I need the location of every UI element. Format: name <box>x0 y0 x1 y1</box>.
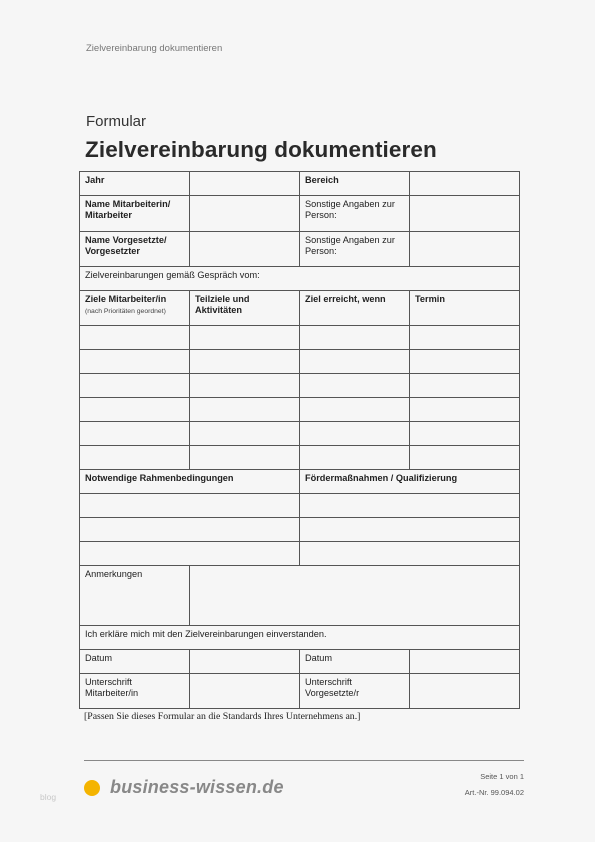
achieved-cell[interactable] <box>300 326 410 350</box>
goal-cell[interactable] <box>80 446 190 470</box>
field-employee-other[interactable] <box>410 196 520 232</box>
goal-cell[interactable] <box>80 326 190 350</box>
table-row <box>80 398 520 422</box>
measures-cell[interactable] <box>300 542 520 566</box>
framework-cell[interactable] <box>80 542 300 566</box>
field-supervisor-other[interactable] <box>410 232 520 267</box>
framework-cell[interactable] <box>80 518 300 542</box>
deadline-cell[interactable] <box>410 374 520 398</box>
subgoal-cell[interactable] <box>190 350 300 374</box>
field-date-supervisor[interactable] <box>410 650 520 674</box>
goal-cell[interactable] <box>80 350 190 374</box>
table-row <box>80 374 520 398</box>
header-framework-conditions: Notwendige Rahmenbedingungen <box>80 470 300 494</box>
brand-logo: business-wissen.de <box>110 777 284 797</box>
field-employee-name[interactable] <box>190 196 300 232</box>
field-signature-employee[interactable] <box>190 674 300 709</box>
framework-cell[interactable] <box>80 494 300 518</box>
field-signature-supervisor[interactable] <box>410 674 520 709</box>
col-header-subgoals: Teilziele und Aktivitäten <box>190 291 300 326</box>
col-header-achieved: Ziel erreicht, wenn <box>300 291 410 326</box>
article-number: Art.-Nr. 99.094.02 <box>464 788 524 797</box>
label-supervisor-name: Name Vorgesetzte/ Vorgesetzter <box>80 232 190 267</box>
consent-statement: Ich erkläre mich mit den Zielvereinbarungen einverstanden. <box>80 626 520 650</box>
label-signature-supervisor: Unterschrift Vorgesetzte/r <box>300 674 410 709</box>
achieved-cell[interactable] <box>300 446 410 470</box>
goal-cell[interactable] <box>80 398 190 422</box>
table-row <box>80 542 520 566</box>
running-header: Zielvereinbarung dokumentieren <box>86 43 223 54</box>
label-department: Bereich <box>300 172 410 196</box>
goal-cell[interactable] <box>80 374 190 398</box>
table-row <box>80 350 520 374</box>
field-supervisor-name[interactable] <box>190 232 300 267</box>
deadline-cell[interactable] <box>410 326 520 350</box>
deadline-cell[interactable] <box>410 422 520 446</box>
watermark: blog <box>40 792 57 802</box>
meeting-date-line[interactable]: Zielvereinbarungen gemäß Gespräch vom: <box>80 267 520 291</box>
field-department[interactable] <box>410 172 520 196</box>
subgoal-cell[interactable] <box>190 374 300 398</box>
subgoal-cell[interactable] <box>190 422 300 446</box>
deadline-cell[interactable] <box>410 446 520 470</box>
field-year[interactable] <box>190 172 300 196</box>
table-row <box>80 518 520 542</box>
adapt-note: [Passen Sie dieses Formular an die Standards Ihres Unternehmens an.] <box>84 711 361 722</box>
header-development-measures: Fördermaßnahmen / Qualifizierung <box>300 470 520 494</box>
measures-cell[interactable] <box>300 518 520 542</box>
col-header-goals-sub: (nach Prioritäten geordnet) <box>85 308 166 315</box>
subgoal-cell[interactable] <box>190 446 300 470</box>
label-supervisor-other: Sonstige Angaben zur Person: <box>300 232 410 267</box>
achieved-cell[interactable] <box>300 422 410 446</box>
page-title: Zielvereinbarung dokumentieren <box>85 137 437 162</box>
form-label: Formular <box>86 113 147 130</box>
goal-cell[interactable] <box>80 422 190 446</box>
footer-divider <box>84 760 524 761</box>
table-row <box>80 494 520 518</box>
achieved-cell[interactable] <box>300 350 410 374</box>
label-employee-name: Name Mitarbeiterin/ Mitarbeiter <box>80 196 190 232</box>
label-remarks: Anmerkungen <box>80 566 190 626</box>
col-header-goals-label: Ziele Mitarbeiter/in <box>85 294 167 304</box>
logo-dot-icon <box>84 780 100 796</box>
page-number: Seite 1 von 1 <box>480 772 524 781</box>
goal-agreement-form <box>79 171 520 709</box>
field-date-employee[interactable] <box>190 650 300 674</box>
col-header-goals <box>80 291 190 326</box>
label-signature-employee: Unterschrift Mitarbeiter/in <box>80 674 190 709</box>
label-year: Jahr <box>80 172 190 196</box>
table-row <box>80 326 520 350</box>
label-employee-other: Sonstige Angaben zur Person: <box>300 196 410 232</box>
label-date-supervisor: Datum <box>300 650 410 674</box>
col-header-deadline: Termin <box>410 291 520 326</box>
table-row <box>80 422 520 446</box>
achieved-cell[interactable] <box>300 398 410 422</box>
table-row <box>80 446 520 470</box>
deadline-cell[interactable] <box>410 398 520 422</box>
subgoal-cell[interactable] <box>190 398 300 422</box>
label-date-employee: Datum <box>80 650 190 674</box>
deadline-cell[interactable] <box>410 350 520 374</box>
measures-cell[interactable] <box>300 494 520 518</box>
subgoal-cell[interactable] <box>190 326 300 350</box>
field-remarks[interactable] <box>190 566 520 626</box>
achieved-cell[interactable] <box>300 374 410 398</box>
